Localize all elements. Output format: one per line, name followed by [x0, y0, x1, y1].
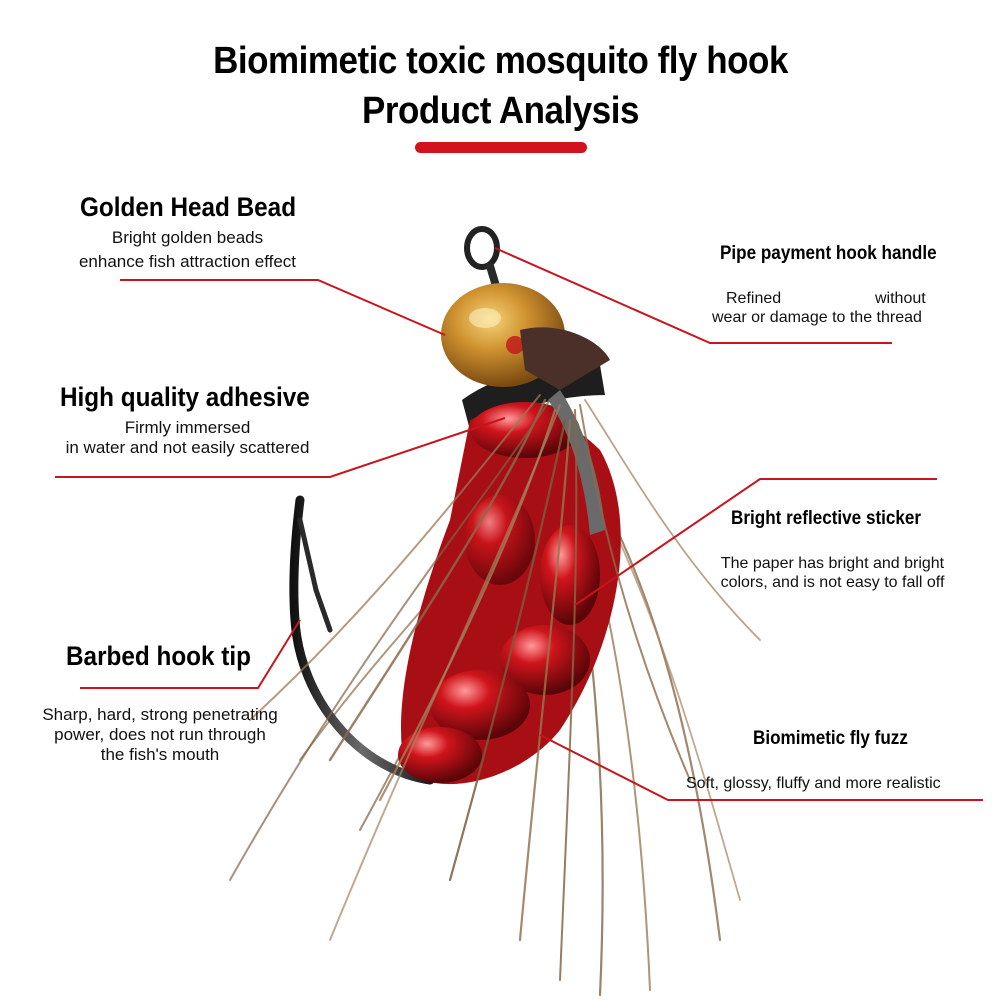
page-title: Biomimetic toxic mosquito fly hook: [213, 40, 788, 82]
feature-title-golden-head-bead: Golden Head Bead: [80, 192, 297, 222]
feature-title-reflective-sticker: Bright reflective sticker: [731, 508, 922, 529]
feature-desc-hook-handle-a: Refined: [726, 290, 782, 307]
feature-desc-adhesive: Firmly immersed in water and not easily scattered: [65, 418, 310, 457]
page-subtitle: Product Analysis: [362, 90, 639, 132]
feature-title-fly-fuzz: Biomimetic fly fuzz: [753, 728, 908, 749]
feature-desc-barbed-tip: Sharp, hard, strong penetrating power, does not run through the fish's mouth: [42, 705, 278, 764]
feature-title-adhesive: High quality adhesive: [60, 382, 310, 412]
feature-title-barbed-tip: Barbed hook tip: [66, 641, 251, 671]
feature-desc-reflective-sticker: The paper has bright and bright colors, and is not easy to fall off: [720, 555, 945, 591]
feature-desc-hook-handle-b: without: [875, 290, 926, 307]
leader-golden-bead: [120, 280, 445, 335]
feature-desc-hook-handle-c: wear or damage to the thread: [712, 309, 922, 326]
feature-desc-fly-fuzz: Soft, glossy, fluffy and more realistic: [686, 775, 941, 792]
feature-desc-golden-head-bead: Bright golden beads enhance fish attraction effect: [78, 228, 297, 271]
feature-title-hook-handle: Pipe payment hook handle: [720, 243, 937, 264]
